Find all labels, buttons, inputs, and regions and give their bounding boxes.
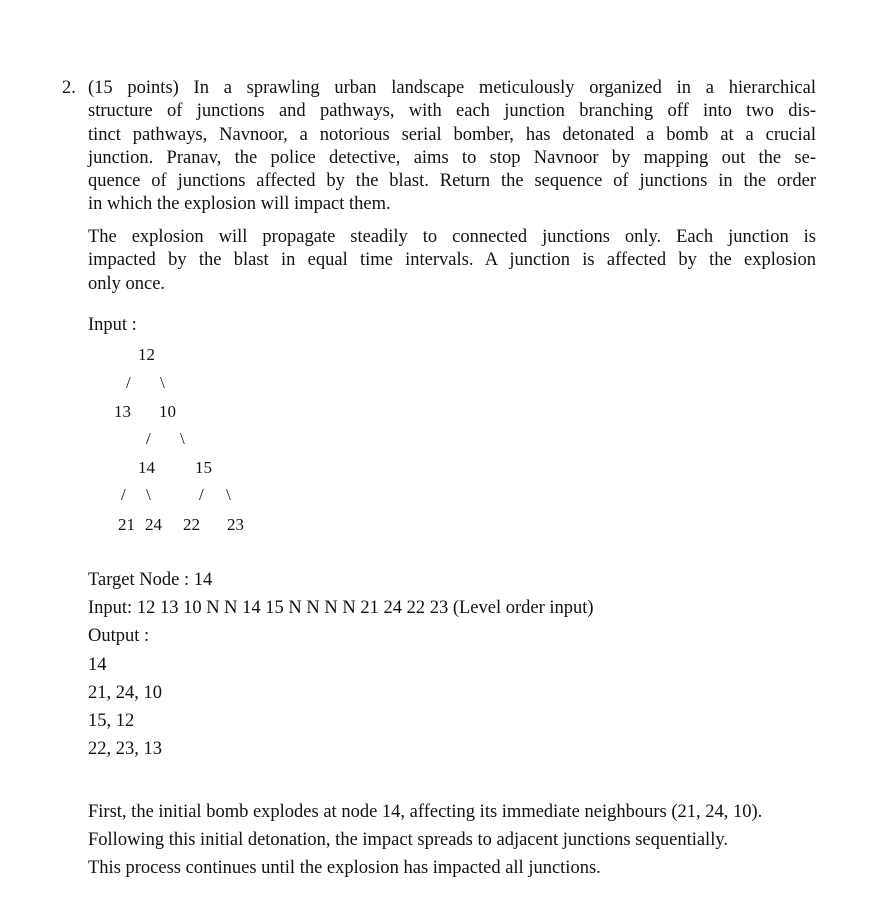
statement-line: junction. Pranav, the police detective, aims to stop Navnoor by mapping out the se- bbox=[88, 147, 816, 168]
tree-edge-left: / bbox=[126, 373, 131, 392]
rules-line: The explosion will propagate steadily to connected junctions only. Each junction is bbox=[88, 227, 816, 247]
tree-edge-right: \ bbox=[160, 373, 165, 392]
statement-line: in which the explosion will impact them. bbox=[88, 194, 391, 215]
tree-node-24: 24 bbox=[145, 515, 162, 534]
target-node: Target Node : 14 bbox=[88, 570, 213, 590]
explanation-line: This process continues until the explosion has impacted all junctions. bbox=[88, 858, 601, 878]
output-line: 15, 12 bbox=[88, 711, 135, 731]
tree-edge-right: \ bbox=[226, 485, 231, 504]
tree-node-22: 22 bbox=[183, 515, 200, 534]
question-number: 2. bbox=[62, 78, 76, 98]
propagation-rules bbox=[88, 226, 816, 296]
explanation-line: First, the initial bomb explodes at node 14, affecting its immediate neighbours (21, 24, 10). bbox=[88, 802, 763, 822]
tree-edge-right: \ bbox=[180, 429, 185, 448]
problem-statement bbox=[88, 77, 816, 217]
statement-line: (15 points) In a sprawling urban landscape meticulously organized in a hierarchical bbox=[88, 78, 816, 98]
output-line: 22, 23, 13 bbox=[88, 739, 162, 759]
tree-node-21: 21 bbox=[118, 515, 135, 534]
tree-node-13: 13 bbox=[114, 402, 131, 421]
output-line: 21, 24, 10 bbox=[88, 683, 162, 703]
tree-node-10: 10 bbox=[159, 402, 176, 421]
statement-line: structure of junctions and pathways, with each junction branching off into two dis- bbox=[88, 101, 816, 122]
tree-node-14: 14 bbox=[138, 458, 155, 477]
explanation-line: Following this initial detonation, the impact spreads to adjacent junctions sequentially. bbox=[88, 830, 729, 850]
rules-line: only once. bbox=[88, 273, 166, 294]
rules-line: impacted by the blast in equal time intervals. A junction is affected by the explosion bbox=[88, 250, 816, 271]
level-order-input: Input: 12 13 10 N N 14 15 N N N N 21 24 22 23 (Level order input) bbox=[88, 598, 594, 618]
tree-edge-left: / bbox=[199, 485, 204, 504]
explanation bbox=[88, 798, 858, 882]
junction-tree-diagram bbox=[88, 339, 348, 539]
statement-line: quence of junctions affected by the blast. Return the sequence of junctions in the order bbox=[88, 171, 816, 192]
question-body bbox=[88, 77, 816, 878]
tree-node-12: 12 bbox=[138, 345, 155, 364]
output-label: Output : bbox=[88, 626, 150, 646]
tree-node-15: 15 bbox=[195, 458, 212, 477]
tree-edge-left: / bbox=[146, 429, 151, 448]
tree-edge-left: / bbox=[121, 485, 126, 504]
tree-node-23: 23 bbox=[227, 515, 244, 534]
input-label: Input : bbox=[88, 315, 137, 335]
output-line: 14 bbox=[88, 655, 107, 675]
statement-line: tinct pathways, Navnoor, a notorious serial bomber, has detonated a bomb at a crucial bbox=[88, 124, 816, 145]
tree-edge-right: \ bbox=[146, 485, 151, 504]
